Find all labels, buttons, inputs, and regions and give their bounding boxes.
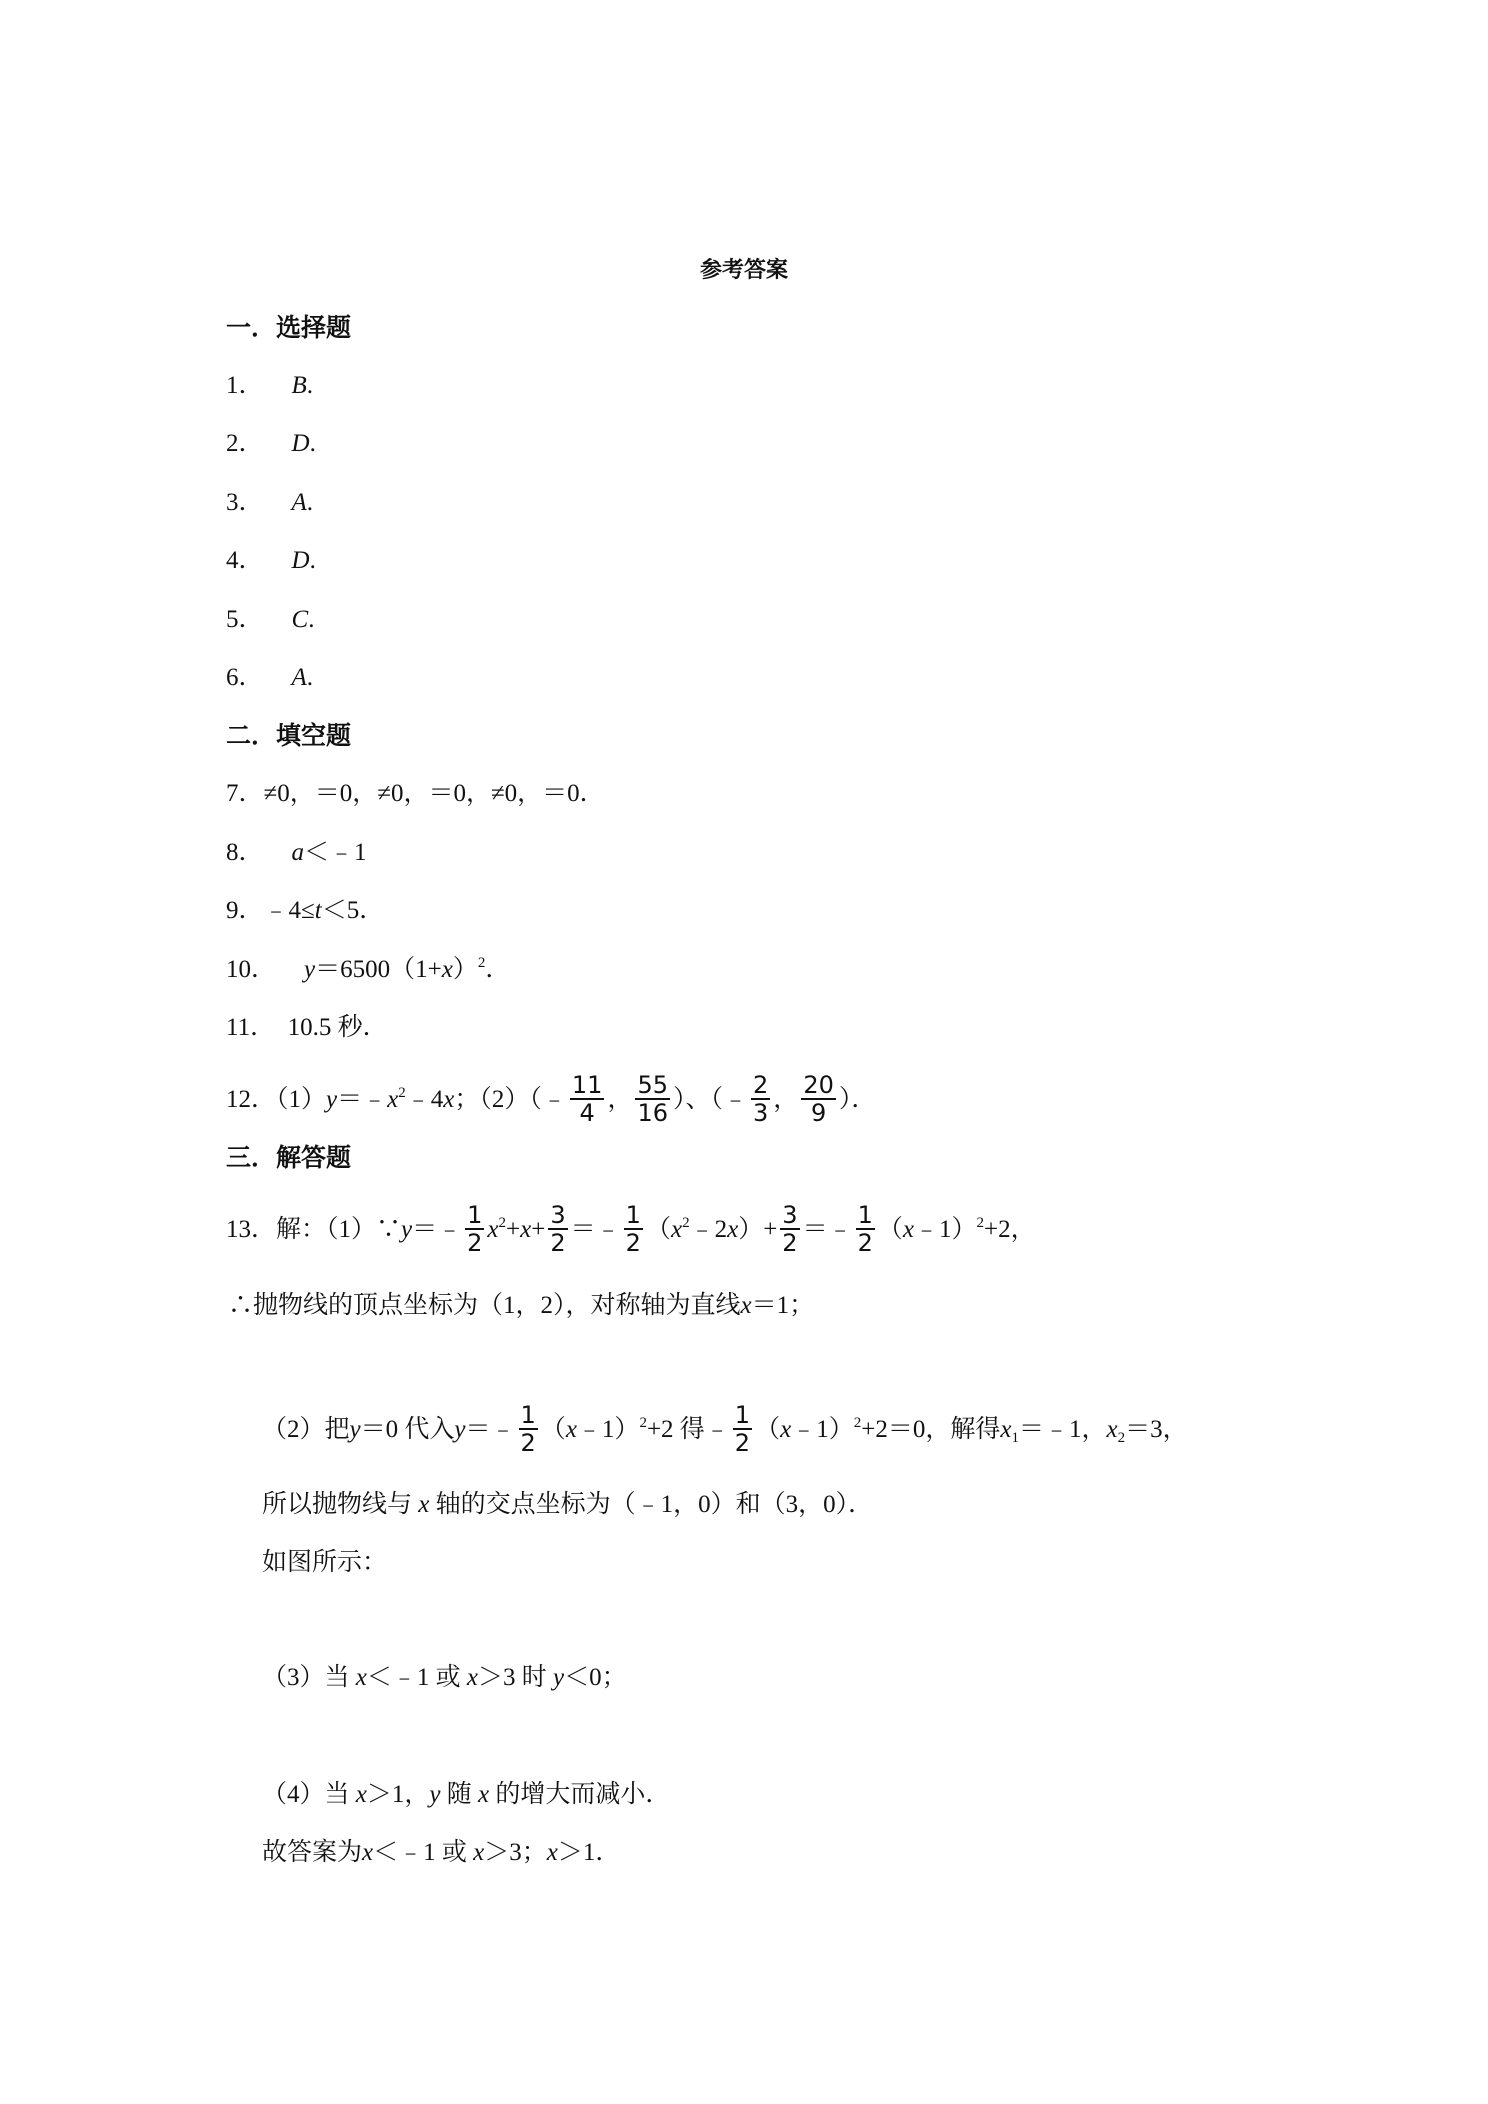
- fraction: $\frac{55}{16}$: [637, 1071, 668, 1128]
- fraction: $\frac{1}{2}$: [857, 1201, 873, 1258]
- answer-3: 3． A.: [226, 489, 314, 516]
- fraction: $\frac{11}{4}$: [571, 1071, 603, 1128]
- answer-10: 10． $y=6500(1+x)^2$．: [226, 955, 511, 983]
- solution-line-8: 故答案为x＜﹣1 或 x＞3；x＞1．: [262, 1839, 621, 1866]
- answer-4: 4． D.: [226, 547, 316, 574]
- page-title: 参考答案: [699, 257, 788, 282]
- solution-line-4: 所以抛物线与 x 轴的交点坐标为（﹣1，0）和（3，0）．: [262, 1491, 874, 1518]
- solution-line-5: 如图所示：: [262, 1549, 388, 1576]
- answer-5: 5． C.: [226, 606, 315, 633]
- answer-12: 12．$(1)y=﹣x^2﹣4x$；（2）（﹣ $\frac{11}{4}$ ， $\frac{55}{16}$ ）、（﹣ $\frac{2}{3}$ ， $\frac{20}{9}$ ）．: [226, 1071, 877, 1128]
- section-heading-solution: 三．解答题: [226, 1143, 352, 1172]
- answer-9: 9．﹣4≤t＜5．: [226, 897, 385, 924]
- answer-2: 2． D.: [226, 430, 316, 457]
- solution-line-1: 13．解：（1）∵y＝﹣ $\frac{1}{2}$ $x^2+x+$ $\frac{3}{2}$ ＝﹣ $\frac{1}{2}$ $(x^2﹣2x)+$ $\frac{3}{2}$ ＝﹣ $\frac{1}{2}$ （x﹣1）$^2$+2，: [226, 1201, 1036, 1258]
- solution-line-2: ∴抛物线的顶点坐标为（1，2），对称轴为直线x＝1；: [228, 1292, 815, 1319]
- answer-6: 6． A.: [226, 664, 314, 691]
- fraction: $\frac{1}{2}$: [467, 1201, 483, 1258]
- fraction: $\frac{1}{2}$: [625, 1201, 641, 1258]
- section-heading-fill: 二．填空题: [226, 721, 352, 750]
- fraction: $\frac{20}{9}$: [803, 1071, 834, 1128]
- fraction: $\frac{1}{2}$: [520, 1401, 536, 1458]
- section-heading-choice: 一．选择题: [226, 313, 352, 342]
- solution-line-3: （2）把y＝0 代入y＝﹣ $\frac{1}{2}$ （x﹣1）$^2$+2 得﹣ $\frac{1}{2}$ （x﹣1）$^2$+2＝0，解得$x_1=﹣1$，$x_2=3$，: [262, 1401, 1188, 1458]
- solution-line-6: （3）当 x＜﹣1 或 x＞3 时 y＜0；: [262, 1664, 627, 1691]
- fraction: $\frac{3}{2}$: [782, 1201, 798, 1258]
- answer-11: 11． 10.5 秒．: [226, 1014, 388, 1041]
- answer-7: 7．≠0，＝0，≠0，＝0，≠0，＝0．: [226, 780, 605, 807]
- answer-1: 1． B.: [226, 372, 314, 399]
- fraction: $\frac{2}{3}$: [753, 1071, 769, 1128]
- fraction: $\frac{3}{2}$: [550, 1201, 566, 1258]
- solution-line-7: （4）当 x＞1，y 随 x 的增大而减小．: [262, 1781, 671, 1808]
- fraction: $\frac{1}{2}$: [734, 1401, 751, 1458]
- answer-8: 8． a＜﹣1: [226, 839, 367, 866]
